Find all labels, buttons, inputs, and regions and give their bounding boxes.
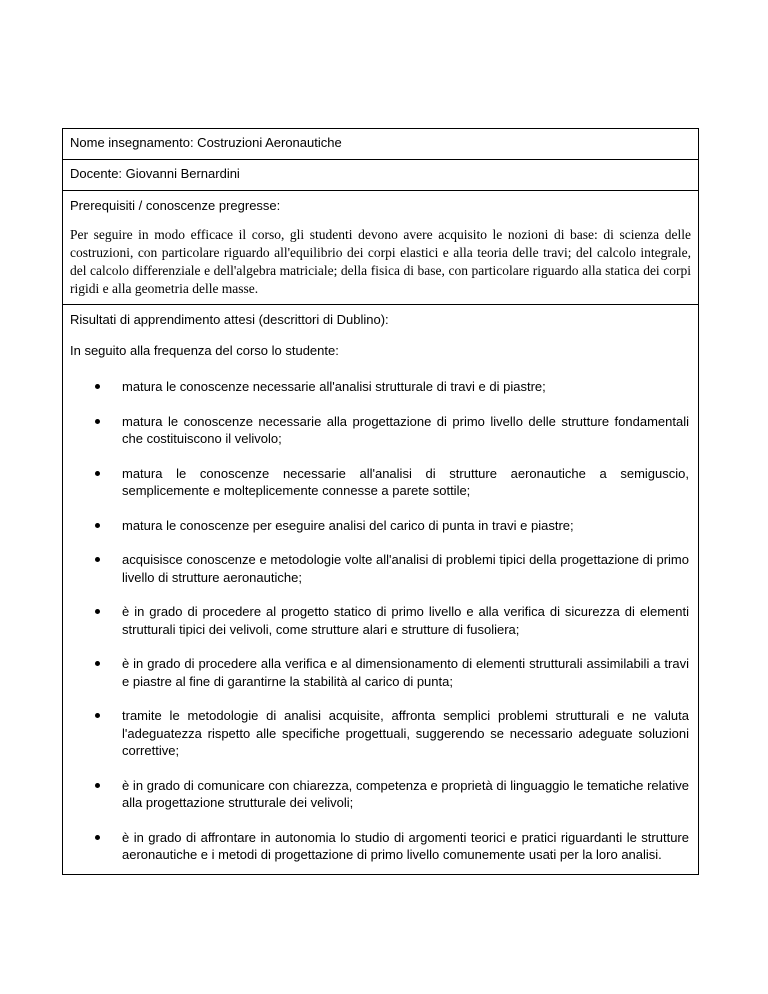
bullet-icon	[95, 609, 100, 614]
list-item-text: matura le conoscenze necessarie all'analisi strutturale di travi e di piastre;	[122, 379, 546, 394]
teacher-row	[63, 160, 698, 191]
list-item	[70, 378, 691, 396]
list-item	[70, 603, 691, 638]
list-item	[70, 551, 691, 586]
prerequisites-text: Per seguire in modo efficace il corso, gli studenti devono avere acquisito le nozioni di base: di scienza delle costruzioni, con particolare riguardo all'equilibrio dei corpi elastici e alla teoria delle travi; del calcolo integrale, del calcolo differenziale e dell'algebra matriciale; della fisica di base, con particolare riguardo alla statica dei corpi rigidi e alla geometria delle masse.	[70, 227, 691, 296]
list-item	[70, 829, 691, 864]
bullet-icon	[95, 384, 100, 389]
course-name: Nome insegnamento: Costruzioni Aeronautiche	[70, 135, 342, 150]
list-item-text: matura le conoscenze necessarie all'analisi di strutture aeronautiche a semiguscio, semplicemente e molteplicemente connesse a parete sottile;	[122, 465, 689, 498]
list-item-text: è in grado di affrontare in autonomia lo studio di argomenti teorici e pratici riguardanti le strutture aeronautiche e i metodi di progettazione di primo livello comunemente usati per la loro analisi.	[122, 829, 689, 862]
list-item	[70, 517, 691, 535]
list-item	[70, 413, 691, 448]
bullet-icon	[95, 557, 100, 562]
bullet-icon	[95, 783, 100, 788]
bullet-icon	[95, 471, 100, 476]
bullet-icon	[95, 713, 100, 718]
learning-outcomes-row	[63, 305, 698, 874]
list-item	[70, 707, 691, 760]
list-item	[70, 777, 691, 812]
prerequisites-row	[63, 191, 698, 305]
list-item-text: è in grado di procedere al progetto statico di primo livello e alla verifica di sicurezza di elementi strutturali tipici dei velivoli, come strutture alari e strutture di fusoliera;	[122, 604, 689, 637]
list-item-text: tramite le metodologie di analisi acquisite, affronta semplici problemi strutturali e ne valuta l'adeguatezza rispetto alle specifiche progettuali, suggerendo se necessario adeguate soluzioni correttive;	[122, 708, 689, 758]
list-item-text: acquisisce conoscenze e metodologie volte all'analisi di problemi tipici della progettazione di primo livello di strutture aeronautiche;	[122, 552, 689, 585]
course-info-table	[62, 128, 699, 875]
list-item-text: è in grado di comunicare con chiarezza, competenza e proprietà di linguaggio le tematiche relative alla progettazione strutturale dei velivoli;	[122, 777, 689, 810]
list-item	[70, 655, 691, 690]
list-item-text: matura le conoscenze necessarie alla progettazione di primo livello delle strutture fondamentali che costituiscono il velivolo;	[122, 413, 689, 446]
course-name-row	[63, 129, 698, 160]
bullet-icon	[95, 523, 100, 528]
teacher-name: Docente: Giovanni Bernardini	[70, 166, 240, 181]
bullet-icon	[95, 661, 100, 666]
prerequisites-heading: Prerequisiti / conoscenze pregresse:	[70, 198, 281, 213]
list-item-text: matura le conoscenze per eseguire analisi del carico di punta in travi e piastre;	[122, 517, 574, 533]
learning-outcomes-heading: Risultati di apprendimento attesi (descrittori di Dublino):	[70, 312, 389, 327]
list-item-text: è in grado di procedere alla verifica e al dimensionamento di elementi strutturali assimilabili a travi e piastre al fine di garantirne la stabilità al carico di punta;	[122, 656, 689, 689]
list-item	[70, 465, 691, 500]
learning-outcomes-list	[70, 378, 691, 864]
bullet-icon	[95, 419, 100, 424]
learning-outcomes-intro: In seguito alla frequenza del corso lo studente:	[70, 343, 339, 358]
bullet-icon	[95, 835, 100, 840]
